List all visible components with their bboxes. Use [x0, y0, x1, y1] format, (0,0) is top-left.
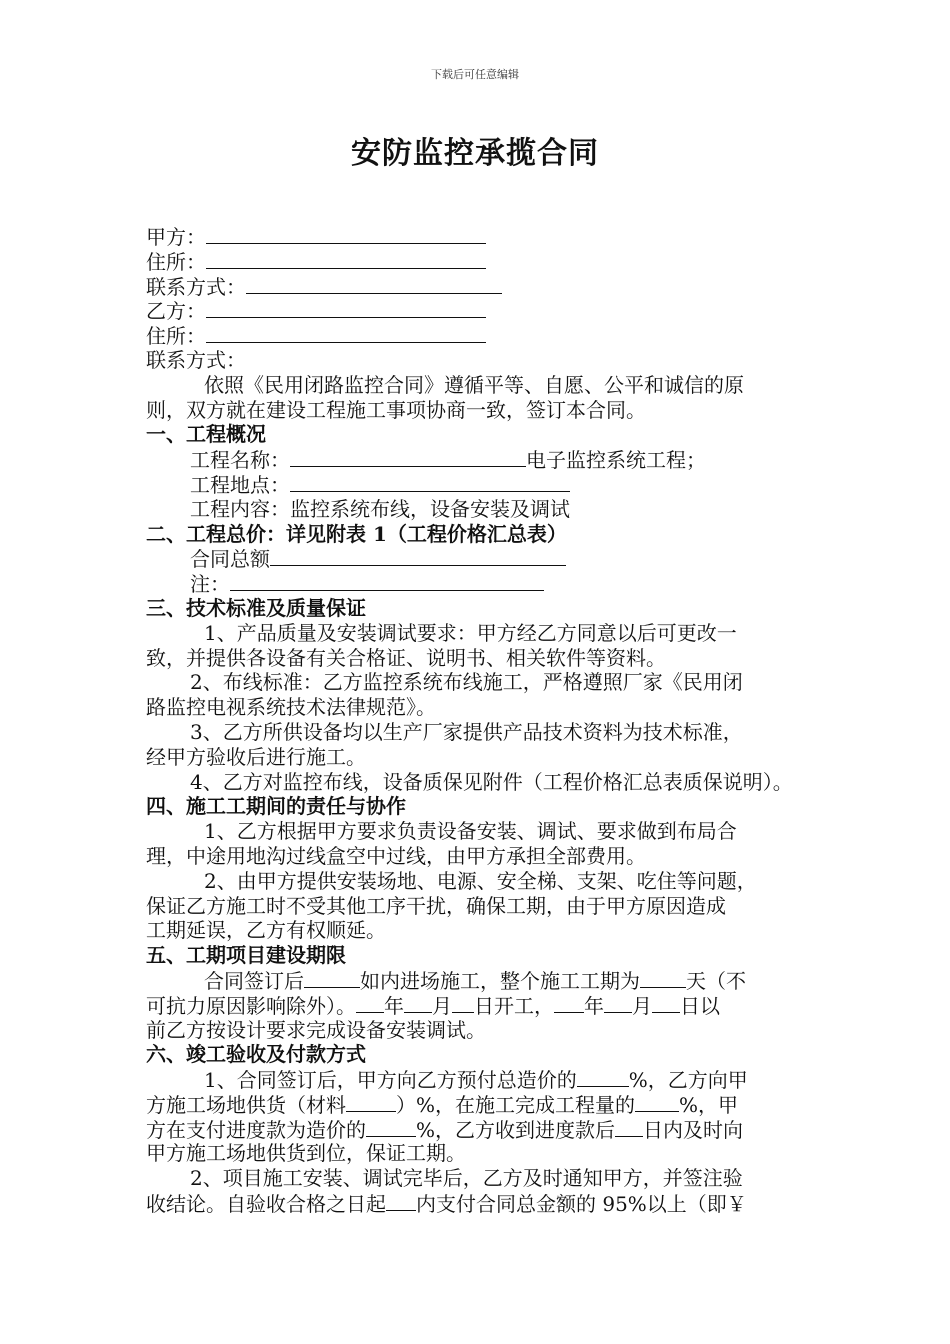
s3-line-1: 1、产品质量及安装调试要求：甲方经乙方同意以后可更改一 [204, 620, 737, 645]
s6-line-6: 收结论。自验收合格之日起 内支付合同总金额的 95%以上（即￥ [146, 1192, 747, 1217]
contact-a-blank [246, 274, 502, 294]
s3-line-5: 3、乙方所供设备均以生产厂家提供产品技术资料为技术标准， [190, 719, 743, 744]
s4-line-3: 2、由甲方提供安装场地、电源、安全梯、支架、吃住等问题， [204, 868, 757, 893]
project-place-blank [290, 472, 570, 492]
s4-line-2: 理，中途用地沟过线盒空中过线，由甲方承担全部费用。 [146, 843, 646, 868]
document-title: 安防监控承揽合同 [351, 136, 599, 171]
s6-line-3: 方在支付进度款为造价的 %，乙方收到进度款后 日内及时向 [146, 1117, 744, 1142]
note-line: 注： [146, 571, 818, 596]
s5-line-3: 前乙方按设计要求完成设备安装调试。 [146, 1017, 486, 1042]
material-blank [346, 1092, 396, 1112]
party-b-line: 乙方： [146, 298, 818, 323]
note-blank [230, 571, 544, 591]
project-name-blank [290, 447, 526, 467]
contact-b-line: 联系方式： [146, 347, 246, 372]
progress-pay-blank [366, 1117, 416, 1137]
section-2-heading: 二、工程总价：详见附表 1（工程价格汇总表） [146, 521, 567, 546]
s4-line-1: 1、乙方根据甲方要求负责设备安装、调试、要求做到布局合 [204, 819, 737, 844]
party-b-blank [206, 298, 486, 318]
prepay-blank [577, 1067, 629, 1087]
contract-total-blank [270, 546, 566, 566]
header-note: 下载后可任意编辑 [431, 68, 519, 81]
address-a-blank [206, 249, 486, 269]
intro-line-2: 则，双方就在建设工程施工事项协商一致，签订本合同。 [146, 397, 646, 422]
s6-line-1: 1、合同签订后，甲方向乙方预付总造价的 %，乙方向甲 [204, 1068, 748, 1093]
entry-days-blank [304, 968, 360, 988]
address-b-blank [206, 323, 486, 343]
supply-days-blank [615, 1117, 643, 1137]
s3-line-2: 致，并提供各设备有关合格证、说明书、相关软件等资料。 [146, 645, 666, 670]
address-a-line: 住所： [146, 249, 818, 274]
s6-line-5: 2、项目施工安装、调试完毕后，乙方及时通知甲方，并签注验 [190, 1166, 743, 1191]
section-4-heading: 四、施工工期间的责任与协作 [146, 794, 406, 819]
intro-line-1: 依照《民用闭路监控合同》遵循平等、自愿、公平和诚信的原 [204, 372, 744, 397]
payment-days-blank [386, 1191, 416, 1211]
s5-line-2: 可抗力原因影响除外）。 年 月 日开工， 年 月 日以 [146, 993, 720, 1018]
party-a-line: 甲方： [146, 224, 818, 249]
party-a-blank [206, 224, 486, 244]
s3-line-4: 路监控电视系统技术法律规范》。 [146, 695, 436, 720]
section-3-heading: 三、技术标准及质量保证 [146, 595, 366, 620]
s3-line-3: 2、布线标准：乙方监控系统布线施工，严格遵照厂家《民用闭 [190, 670, 743, 695]
project-place-line: 工程地点： [146, 472, 818, 497]
s6-line-4: 甲方施工场地供货到位，保证工期。 [146, 1141, 466, 1166]
section-1-heading: 一、工程概况 [146, 422, 266, 447]
s3-line-7: 4、乙方对监控布线，设备质保见附件（工程价格汇总表质保说明）。 [190, 769, 793, 794]
s5-line-1: 合同签订后 如内进场施工，整个施工工期为 天（不 [204, 968, 746, 993]
s6-line-2: 方施工场地供货（材料 ）%，在施工完成工程量的 %，甲 [146, 1092, 739, 1117]
duration-blank [640, 968, 686, 988]
s4-line-5: 工期延误，乙方有权顺延。 [146, 918, 386, 943]
section-6-heading: 六、竣工验收及付款方式 [146, 1042, 366, 1067]
contract-total-line: 合同总额 [146, 546, 818, 571]
s3-line-6: 经甲方验收后进行施工。 [146, 744, 366, 769]
s4-line-4: 保证乙方施工时不受其他工序干扰，确保工期，由于甲方原因造成 [146, 893, 726, 918]
progress-blank [635, 1092, 679, 1112]
project-content-line: 工程内容：监控系统布线，设备安装及调试 [190, 496, 570, 521]
contact-a-line: 联系方式： [146, 274, 818, 299]
contract-body [146, 224, 818, 1216]
project-name-line: 工程名称： 电子监控系统工程； [190, 448, 706, 473]
address-b-line: 住所： [146, 323, 818, 348]
section-5-heading: 五、工期项目建设期限 [146, 943, 346, 968]
